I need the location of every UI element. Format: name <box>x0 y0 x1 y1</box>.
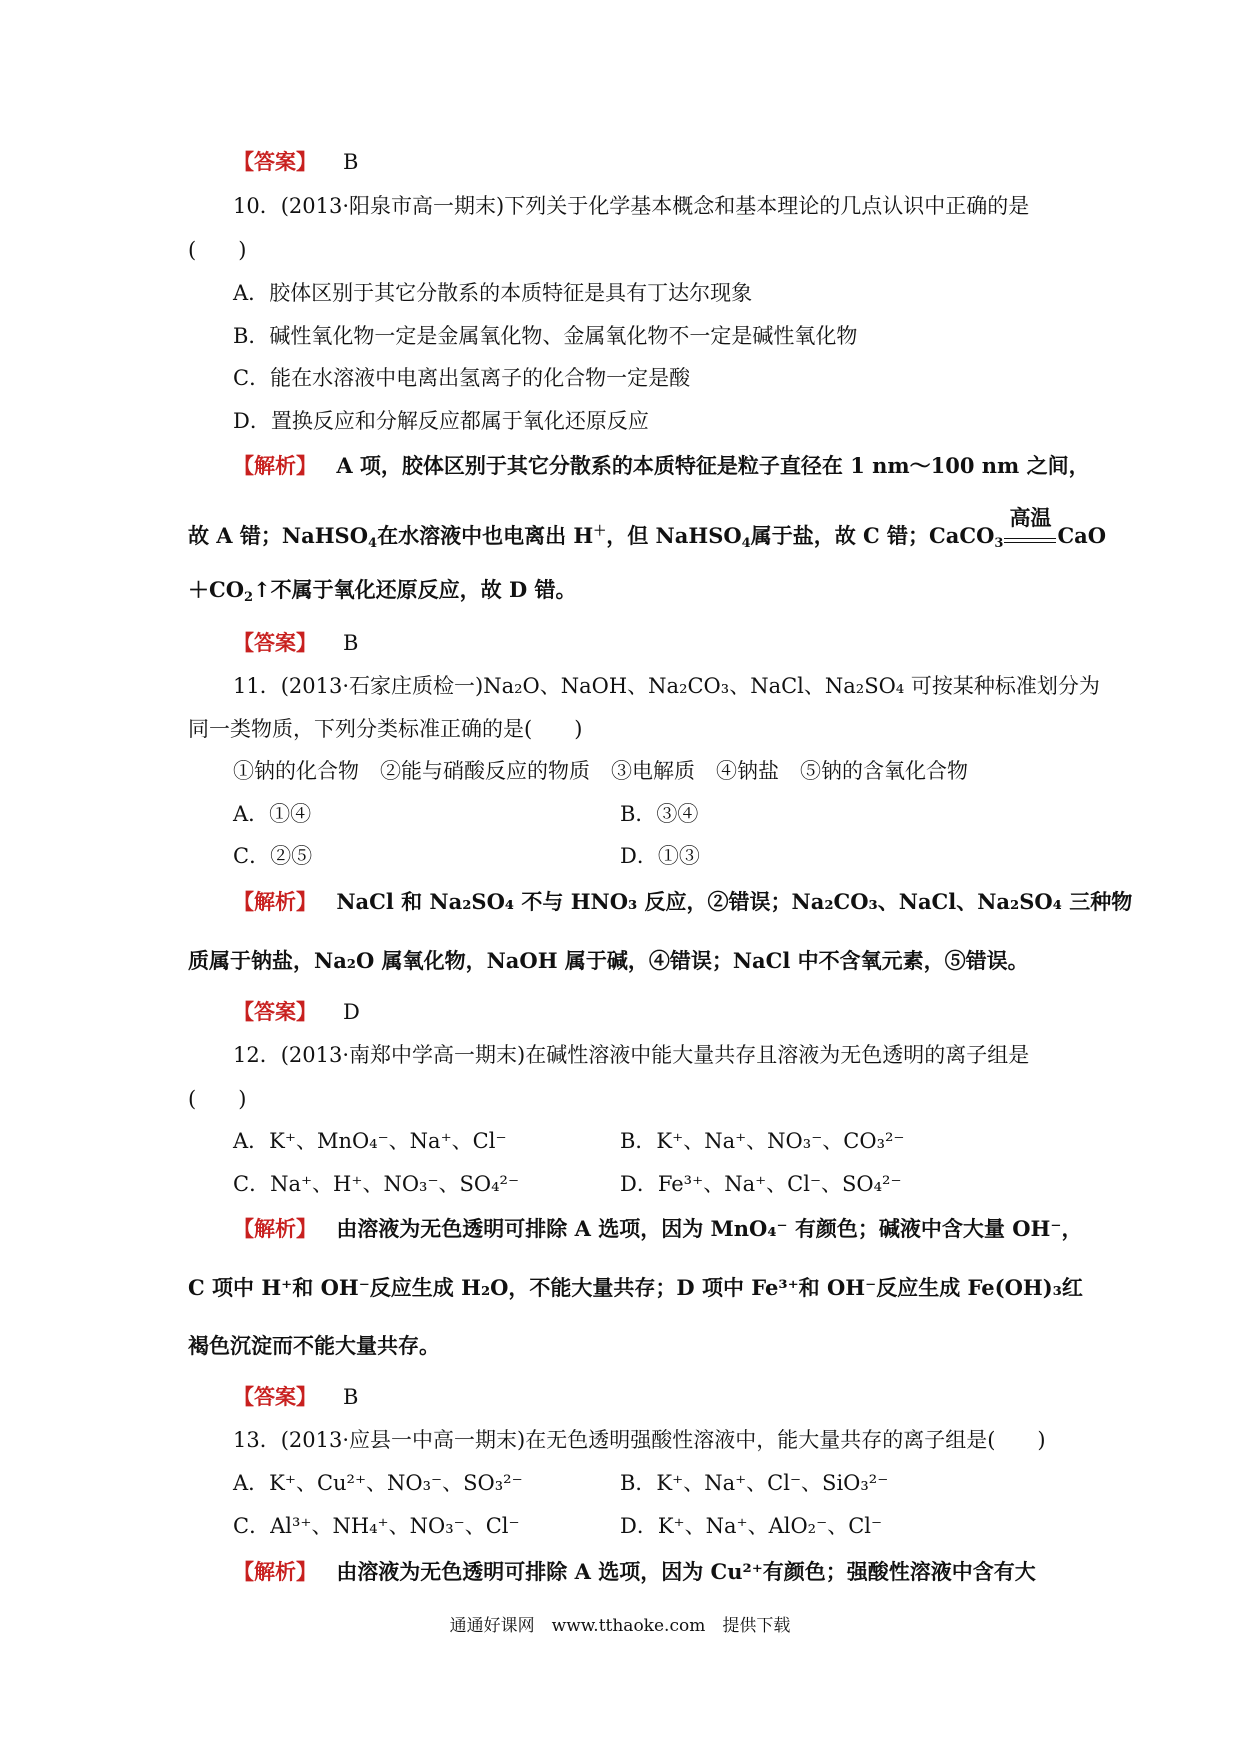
q9-answer-line <box>233 148 358 176</box>
q13-option-d: D．K⁺、Na⁺、AlO₂⁻、Cl⁻ <box>620 1514 883 1538</box>
q10-analysis-text-1: A 项，胶体区别于其它分散系的本质特征是粒子直径在 1 nm～100 nm 之间， <box>336 453 1090 478</box>
q11-option-c: C．②⑤ <box>233 844 313 868</box>
analysis-label: 【解析】 <box>233 1559 317 1584</box>
q13-analysis-line-1 <box>233 1558 1036 1586</box>
equals-sign <box>1004 538 1056 543</box>
q10-answer-line <box>233 629 358 657</box>
answer-label: 【答案】 <box>233 999 317 1024</box>
q11-analysis-line-1 <box>233 888 1132 916</box>
analysis-label: 【解析】 <box>233 453 317 478</box>
q12-option-c: C．Na⁺、H⁺、NO₃⁻、SO₄²⁻ <box>233 1172 520 1196</box>
q10-analysis-line-3: $+CO_2↑$不属于氧化还原反应，故 D 错。 <box>188 577 577 605</box>
answer-label: 【答案】 <box>233 149 317 174</box>
q11-answer-line <box>233 998 360 1026</box>
q11-answer: D <box>343 1000 360 1024</box>
q12-option-b: B．K⁺、Na⁺、NO₃⁻、CO₃²⁻ <box>620 1129 905 1153</box>
q10-analysis-3b: ↑不属于氧化还原反应，故 D 错。 <box>253 577 577 602</box>
q11-items: ①钠的化合物 ②能与硝酸反应的物质 ③电解质 ④钠盐 ⑤钠的含氧化合物 <box>233 759 968 783</box>
q12-answer-line <box>233 1383 358 1411</box>
q12-analysis-line-3: 褐色沉淀而不能大量共存。 <box>188 1333 440 1358</box>
q13-option-c: C．Al³⁺、NH₄⁺、NO₃⁻、Cl⁻ <box>233 1514 520 1538</box>
q10-option-c: C．能在水溶液中电离出氢离子的化合物一定是酸 <box>233 366 691 390</box>
q13-stem: 13．(2013·应县一中高一期末)在无色透明强酸性溶液中，能大量共存的离子组是( ) <box>233 1428 1046 1452</box>
q11-option-b: B．③④ <box>620 802 699 826</box>
q10-analysis-2c: ，但 NaHSO <box>606 523 742 548</box>
q11-option-a: A．①④ <box>233 802 312 826</box>
analysis-label: 【解析】 <box>233 889 317 914</box>
q10-stem: 10．(2013·阳泉市高一期末)下列关于化学基本概念和基本理论的几点认识中正确的是 <box>233 194 1030 218</box>
q11-analysis-line-2: 质属于钠盐，Na₂O 属氧化物，NaOH 属于碱，④错误；NaCl 中不含氧元素，⑤错误。 <box>188 948 1029 973</box>
q12-analysis-line-2: C 项中 H⁺和 OH⁻反应生成 H₂O，不能大量共存；D 项中 Fe³⁺和 OH⁻反应生成 Fe(OH)₃红 <box>188 1275 1083 1300</box>
q10-analysis-3a: ＋CO <box>188 577 245 602</box>
analysis-label: 【解析】 <box>233 1216 317 1241</box>
q11-stem-2: 同一类物质，下列分类标准正确的是( ) <box>188 717 583 741</box>
reaction-condition <box>1004 505 1056 543</box>
q12-option-d: D．Fe³⁺、Na⁺、Cl⁻、SO₄²⁻ <box>620 1172 902 1196</box>
q10-analysis-2a: 故 A 错；NaHSO <box>188 523 369 548</box>
q12-option-a: A．K⁺、MnO₄⁻、Na⁺、Cl⁻ <box>233 1129 507 1153</box>
q10-option-a: A．胶体区别于其它分散系的本质特征是具有丁达尔现象 <box>233 281 753 305</box>
q10-analysis-2d: 属于盐，故 C 错；CaCO <box>750 523 995 548</box>
q10-option-d: D．置换反应和分解反应都属于氧化还原反应 <box>233 409 649 433</box>
q10-analysis-line-1 <box>233 452 1090 480</box>
q11-option-d: D．①③ <box>620 844 700 868</box>
page-footer: 通通好课网 www.tthaoke.com 提供下载 <box>449 1616 791 1636</box>
q12-stem: 12．(2013·南郑中学高一期末)在碱性溶液中能大量共存且溶液为无色透明的离子组是 <box>233 1043 1030 1067</box>
q13-analysis-text-1: 由溶液为无色透明可排除 A 选项，因为 Cu²⁺有颜色；强酸性溶液中含有大 <box>336 1559 1036 1584</box>
condition-label: 高温 <box>1009 505 1052 530</box>
q13-option-b: B．K⁺、Na⁺、Cl⁻、SiO₃²⁻ <box>620 1471 889 1495</box>
answer-label: 【答案】 <box>233 630 317 655</box>
q12-answer: B <box>343 1385 359 1409</box>
q12-analysis-line-1 <box>233 1215 1082 1243</box>
q10-analysis-2b: 在水溶液中也电离出 H <box>377 523 594 548</box>
q9-answer: B <box>343 150 359 174</box>
q12-analysis-text-1: 由溶液为无色透明可排除 A 选项，因为 MnO₄⁻ 有颜色；碱液中含大量 OH⁻， <box>336 1216 1083 1241</box>
q10-analysis-line-2: 故 A 错；NaHSO$_4$在水溶液中也电离出 H＋，但 NaHSO$_4$属于盐，故 C 错；CaCO$_3$ 高温 CaO <box>188 505 1107 551</box>
q11-analysis-text-1: NaCl 和 Na₂SO₄ 不与 HNO₃ 反应，②错误；Na₂CO₃、NaCl、Na₂SO₄ 三种物 <box>336 889 1133 914</box>
q10-option-b: B．碱性氧化物一定是金属氧化物、金属氧化物不一定是碱性氧化物 <box>233 324 858 348</box>
q11-stem-1: 11．(2013·石家庄质检一)Na₂O、NaOH、Na₂CO₃、NaCl、Na₂SO₄ 可按某种标准划分为 <box>233 674 1100 698</box>
q10-paren: ( ) <box>188 238 247 262</box>
q12-paren: ( ) <box>188 1087 247 1111</box>
answer-label: 【答案】 <box>233 1384 317 1409</box>
q13-option-a: A．K⁺、Cu²⁺、NO₃⁻、SO₃²⁻ <box>233 1471 523 1495</box>
q10-analysis-2e: CaO <box>1057 523 1107 548</box>
q10-answer: B <box>343 631 359 655</box>
